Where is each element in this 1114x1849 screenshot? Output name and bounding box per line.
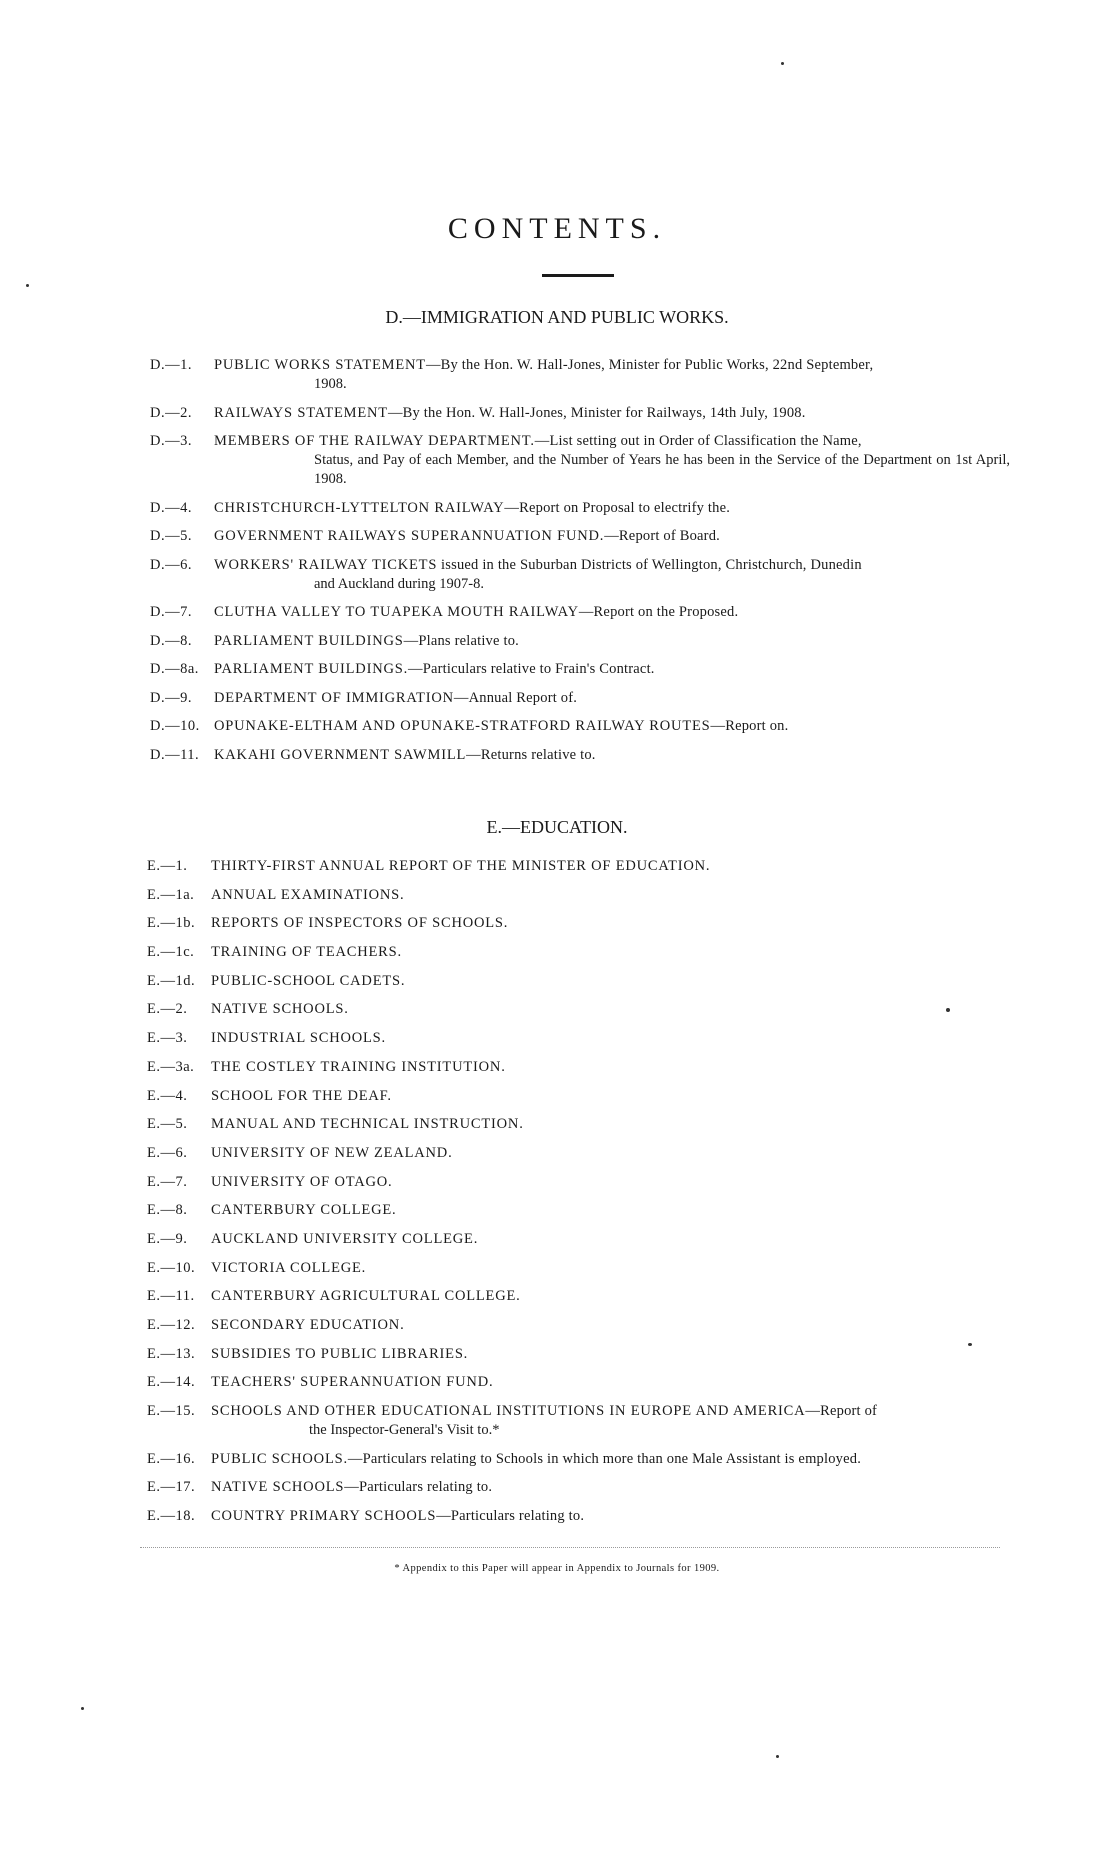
entry-title: PUBLIC WORKS STATEMENT — [214, 357, 426, 373]
contents-entry — [0, 1450, 1007, 1469]
entry-body — [211, 1287, 1007, 1306]
entry-title: THE COSTLEY TRAINING INSTITUTION. — [211, 1058, 506, 1075]
footer-rule — [140, 1547, 1000, 1548]
scan-speck — [781, 62, 784, 65]
entry-code: E.—5. — [147, 1116, 188, 1133]
entry-body — [211, 1507, 1007, 1526]
education-contents-list — [0, 857, 1114, 1536]
page-title: CONTENTS. — [447, 212, 667, 245]
entry-body — [211, 886, 1007, 905]
contents-entry — [0, 857, 1007, 876]
entry-description: —Particulars relating to. — [436, 1508, 585, 1525]
entry-code: E.—1a. — [147, 886, 195, 903]
contents-entry — [0, 356, 1010, 394]
contents-entry — [0, 632, 1010, 651]
contents-entry — [0, 717, 1010, 736]
entry-body — [211, 1058, 1007, 1077]
entry-title: CANTERBURY COLLEGE. — [211, 1202, 397, 1219]
scan-speck — [81, 1707, 84, 1710]
contents-entry — [0, 1058, 1007, 1077]
entry-code: E.—1c. — [147, 944, 195, 961]
entry-body — [214, 527, 1010, 546]
immigration-contents-list — [0, 356, 1114, 774]
entry-continuation: and Auckland during 1907-8. — [314, 575, 484, 592]
contents-entry — [0, 556, 1010, 594]
entry-description: —Report on. — [710, 718, 789, 734]
contents-entry — [0, 1373, 1007, 1392]
entry-title: MEMBERS OF THE RAILWAY DEPARTMENT. — [214, 433, 535, 449]
entry-title: COUNTRY PRIMARY SCHOOLS — [211, 1508, 437, 1525]
entry-code: E.—16. — [147, 1450, 196, 1467]
entry-title: INDUSTRIAL SCHOOLS. — [211, 1030, 386, 1047]
entry-title: PARLIAMENT BUILDINGS — [214, 632, 404, 649]
entry-body — [211, 857, 1007, 876]
entry-body — [211, 1478, 1007, 1497]
contents-entry — [0, 499, 1010, 518]
entry-code: E.—18. — [147, 1508, 196, 1525]
contents-entry — [0, 527, 1010, 546]
entry-body — [211, 1316, 1007, 1335]
entry-code: D.—2. — [150, 404, 192, 421]
entry-code: D.—3. — [150, 433, 192, 449]
entry-body — [214, 746, 1010, 765]
entry-code: E.—6. — [147, 1144, 188, 1161]
entry-code: E.—7. — [147, 1173, 188, 1190]
entry-description: —List setting out in Order of Classification the Name, — [534, 433, 862, 449]
entry-continuation: Status, and Pay of each Member, and the Number of Years he has been in the Service of the Department on 1st April, 1908. — [314, 452, 1010, 487]
entry-code: E.—1b. — [147, 915, 196, 932]
entry-title: RAILWAYS STATEMENT — [214, 404, 388, 421]
footnote: * Appendix to this Paper will appear in Appendix to Journals for 1909. — [394, 1563, 720, 1574]
entry-body — [211, 1230, 1007, 1249]
entry-description: —By the Hon. W. Hall-Jones, Minister for Railways, 14th July, 1908. — [387, 404, 806, 421]
contents-entry — [0, 1144, 1007, 1163]
entry-code: D.—1. — [150, 357, 192, 373]
entry-code: E.—11. — [147, 1288, 195, 1305]
entry-body — [211, 1029, 1007, 1048]
contents-entry — [0, 1029, 1007, 1048]
entry-code: E.—2. — [147, 1001, 188, 1018]
entry-code: E.—1. — [147, 858, 188, 874]
entry-title: SECONDARY EDUCATION. — [211, 1317, 405, 1333]
entry-title: AUCKLAND UNIVERSITY COLLEGE. — [211, 1230, 479, 1247]
entry-title: TRAINING OF TEACHERS. — [211, 944, 402, 961]
entry-body — [214, 404, 1010, 423]
entry-code: E.—17. — [147, 1479, 196, 1496]
entry-title: THIRTY-FIRST ANNUAL REPORT OF THE MINISTER OF EDUCATION. — [211, 858, 711, 874]
entry-description: —Particulars relative to Frain's Contract. — [408, 661, 655, 677]
entry-code: E.—3a. — [147, 1058, 195, 1075]
entry-title: TEACHERS' SUPERANNUATION FUND. — [211, 1374, 494, 1391]
entry-body — [214, 556, 1010, 594]
contents-entry — [0, 1259, 1007, 1278]
entry-description: —Report on Proposal to electrify the. — [504, 499, 731, 516]
entry-description: —By the Hon. W. Hall-Jones, Minister for Public Works, 22nd September, — [425, 357, 874, 373]
entry-code: D.—4. — [150, 499, 192, 516]
contents-entry — [0, 404, 1010, 423]
entry-code: D.—6. — [150, 556, 192, 573]
contents-entry — [0, 432, 1010, 489]
entry-body — [214, 660, 1010, 679]
entry-description: —Returns relative to. — [466, 746, 596, 763]
contents-entry — [0, 914, 1007, 933]
title-rule — [542, 274, 614, 277]
section-heading-immigration: D.—IMMIGRATION AND PUBLIC WORKS. — [385, 307, 729, 327]
entry-title: SCHOOLS AND OTHER EDUCATIONAL INSTITUTIONS IN EUROPE AND AMERICA — [211, 1403, 806, 1420]
entry-title: MANUAL AND TECHNICAL INSTRUCTION. — [211, 1116, 524, 1133]
entry-title: CLUTHA VALLEY TO TUAPEKA MOUTH RAILWAY — [214, 604, 579, 620]
contents-entry — [0, 1478, 1007, 1497]
entry-title: UNIVERSITY OF NEW ZEALAND. — [211, 1144, 453, 1161]
entry-code: E.—10. — [147, 1259, 196, 1276]
scan-speck — [26, 284, 29, 287]
entry-code: E.—9. — [147, 1230, 188, 1247]
contents-entry — [0, 886, 1007, 905]
entry-description: —Report of Board. — [604, 528, 720, 544]
entry-title: UNIVERSITY OF OTAGO. — [211, 1173, 393, 1190]
entry-description: —Report of — [805, 1403, 878, 1420]
entry-code: E.—14. — [147, 1374, 196, 1391]
entry-body — [214, 689, 1010, 708]
contents-entry — [0, 689, 1010, 708]
entry-body — [214, 356, 1010, 394]
entry-title: CANTERBURY AGRICULTURAL COLLEGE. — [211, 1288, 521, 1305]
entry-description: —Particulars relating to Schools in which more than one Male Assistant is employed. — [347, 1450, 862, 1467]
contents-entry — [0, 1230, 1007, 1249]
entry-code: D.—10. — [150, 718, 200, 734]
contents-entry — [0, 1287, 1007, 1306]
entry-title: GOVERNMENT RAILWAYS SUPERANNUATION FUND. — [214, 528, 605, 544]
scan-speck — [946, 1008, 950, 1012]
entry-title: NATIVE SCHOOLS. — [211, 1001, 349, 1018]
entry-title: PARLIAMENT BUILDINGS. — [214, 661, 409, 677]
entry-title: PUBLIC-SCHOOL CADETS. — [211, 972, 406, 989]
entry-code: D.—11. — [150, 746, 200, 763]
entry-title: ANNUAL EXAMINATIONS. — [211, 886, 405, 903]
entry-code: E.—4. — [147, 1087, 188, 1104]
entry-body — [211, 914, 1007, 933]
entry-code: E.—15. — [147, 1403, 196, 1420]
contents-entry — [0, 660, 1010, 679]
entry-body — [211, 1345, 1007, 1364]
entry-body — [211, 1450, 1007, 1469]
contents-entry — [0, 972, 1007, 991]
entry-body — [211, 972, 1007, 991]
contents-entry — [0, 1402, 1007, 1440]
entry-title: KAKAHI GOVERNMENT SAWMILL — [214, 746, 467, 763]
entry-title: VICTORIA COLLEGE. — [211, 1259, 367, 1276]
entry-title: SCHOOL FOR THE DEAF. — [211, 1087, 392, 1104]
entry-code: E.—12. — [147, 1317, 196, 1333]
section-heading-education: E.—EDUCATION. — [486, 817, 628, 837]
entry-body — [214, 632, 1010, 651]
entry-description: issued in the Suburban Districts of Wellington, Christchurch, Dunedin — [437, 556, 862, 573]
entry-body — [211, 1402, 1007, 1440]
entry-continuation: the Inspector-General's Visit to.* — [309, 1422, 500, 1439]
entry-body — [214, 717, 1010, 736]
entry-continuation: 1908. — [314, 376, 347, 392]
scan-speck — [968, 1343, 972, 1346]
entry-title: SUBSIDIES TO PUBLIC LIBRARIES. — [211, 1345, 469, 1362]
entry-title: OPUNAKE-ELTHAM AND OPUNAKE-STRATFORD RAILWAY ROUTES — [214, 718, 711, 734]
entry-code: D.—8a. — [150, 661, 199, 677]
entry-code: D.—5. — [150, 528, 192, 544]
entry-body — [211, 1087, 1007, 1106]
entry-description: —Plans relative to. — [403, 632, 519, 649]
entry-title: DEPARTMENT OF IMMIGRATION — [214, 689, 454, 706]
scan-speck — [776, 1755, 779, 1758]
entry-body — [211, 1115, 1007, 1134]
entry-body — [211, 943, 1007, 962]
contents-entry — [0, 943, 1007, 962]
entry-body — [211, 1201, 1007, 1220]
entry-code: D.—7. — [150, 604, 192, 620]
contents-entry — [0, 1115, 1007, 1134]
entry-code: D.—8. — [150, 632, 192, 649]
contents-entry — [0, 1201, 1007, 1220]
entry-body — [211, 1259, 1007, 1278]
contents-entry — [0, 1087, 1007, 1106]
entry-body — [211, 1144, 1007, 1163]
entry-code: E.—8. — [147, 1202, 188, 1219]
contents-entry — [0, 1000, 1007, 1019]
entry-body — [211, 1173, 1007, 1192]
contents-entry — [0, 1173, 1007, 1192]
entry-title: NATIVE SCHOOLS — [211, 1479, 345, 1496]
entry-code: E.—1d. — [147, 972, 196, 989]
entry-title: REPORTS OF INSPECTORS OF SCHOOLS. — [211, 915, 509, 932]
entry-body — [214, 432, 1010, 489]
entry-title: PUBLIC SCHOOLS. — [211, 1450, 348, 1467]
contents-entry — [0, 1345, 1007, 1364]
entry-code: D.—9. — [150, 689, 192, 706]
entry-description: —Annual Report of. — [453, 689, 578, 706]
entry-body — [211, 1373, 1007, 1392]
contents-entry — [0, 746, 1010, 765]
entry-body — [214, 603, 1010, 622]
entry-title: CHRISTCHURCH-LYTTELTON RAILWAY — [214, 499, 505, 516]
entry-body — [214, 499, 1010, 518]
entry-code: E.—3. — [147, 1030, 188, 1047]
contents-entry — [0, 1507, 1007, 1526]
entry-title: WORKERS' RAILWAY TICKETS — [214, 556, 438, 573]
entry-body — [211, 1000, 1007, 1019]
contents-entry — [0, 603, 1010, 622]
entry-description: —Report on the Proposed. — [578, 604, 739, 620]
contents-entry — [0, 1316, 1007, 1335]
entry-description: —Particulars relating to. — [344, 1479, 493, 1496]
entry-code: E.—13. — [147, 1345, 196, 1362]
